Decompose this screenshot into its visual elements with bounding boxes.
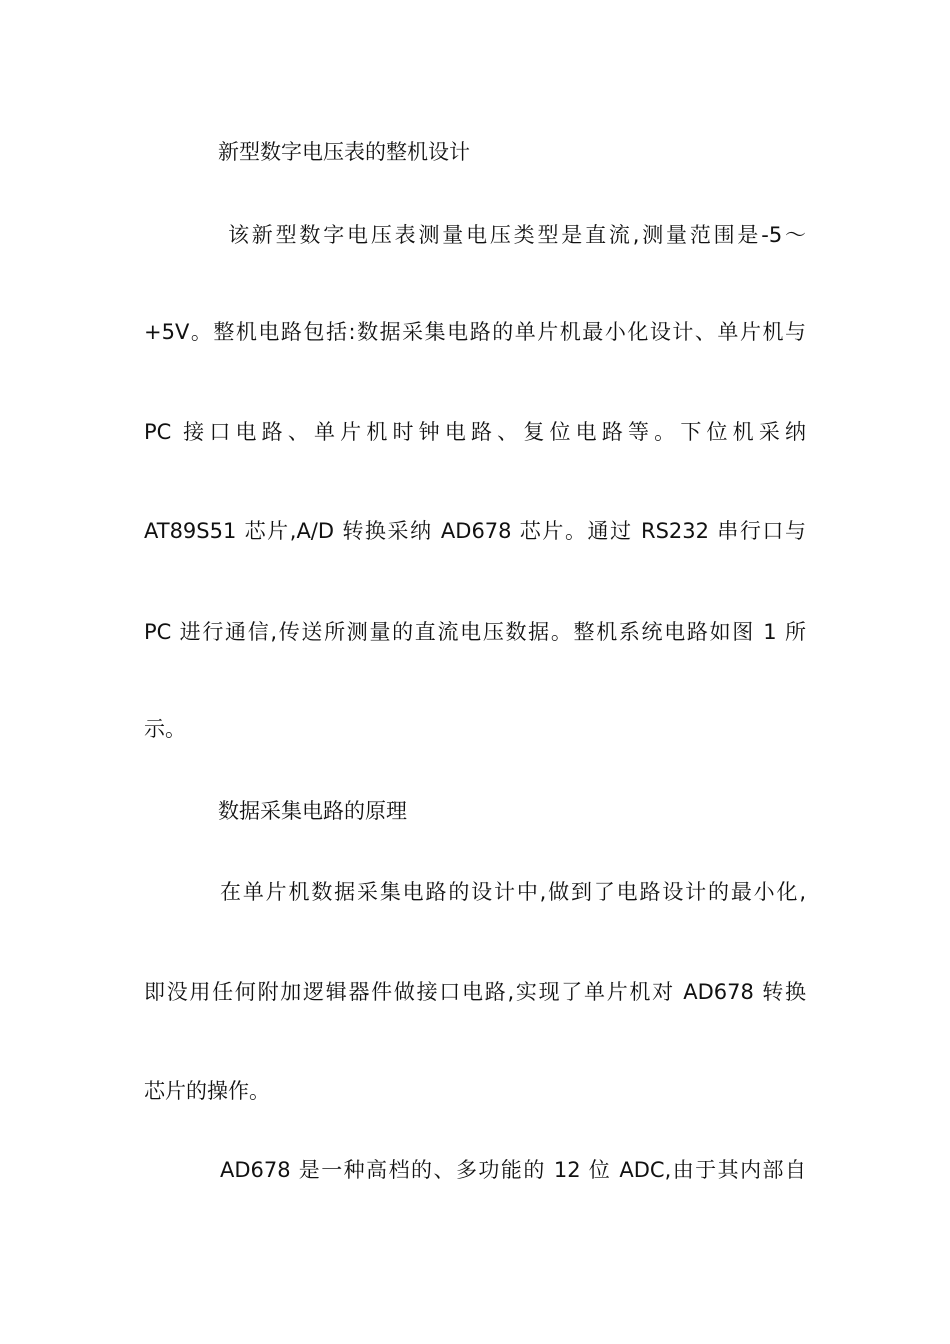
paragraph-line: 芯片的操作。 xyxy=(144,1079,270,1103)
section-title: 新型数字电压表的整机设计 xyxy=(218,140,470,164)
paragraph-line: AT89S51 芯片,A/D 转换采纳 AD678 芯片。通过 RS232 串行口与 xyxy=(144,519,806,543)
paragraph-line: PC 进行通信,传送所测量的直流电压数据。整机系统电路如图 1 所 xyxy=(144,620,806,644)
section-title: 数据采集电路的原理 xyxy=(218,799,407,823)
paragraph-line: PC 接口电路、单片机时钟电路、复位电路等。下位机采纳 xyxy=(144,420,806,444)
paragraph-line: AD678 是一种高档的、多功能的 12 位 ADC,由于其内部自 xyxy=(220,1158,806,1182)
paragraph-line: +5V。整机电路包括:数据采集电路的单片机最小化设计、单片机与 xyxy=(144,320,806,344)
paragraph-line: 示。 xyxy=(144,717,186,741)
paragraph-line: 该新型数字电压表测量电压类型是直流,测量范围是-5～ xyxy=(228,223,806,247)
paragraph-line: 即没用任何附加逻辑器件做接口电路,实现了单片机对 AD678 转换 xyxy=(144,980,806,1004)
paragraph-line: 在单片机数据采集电路的设计中,做到了电路设计的最小化, xyxy=(220,880,806,904)
